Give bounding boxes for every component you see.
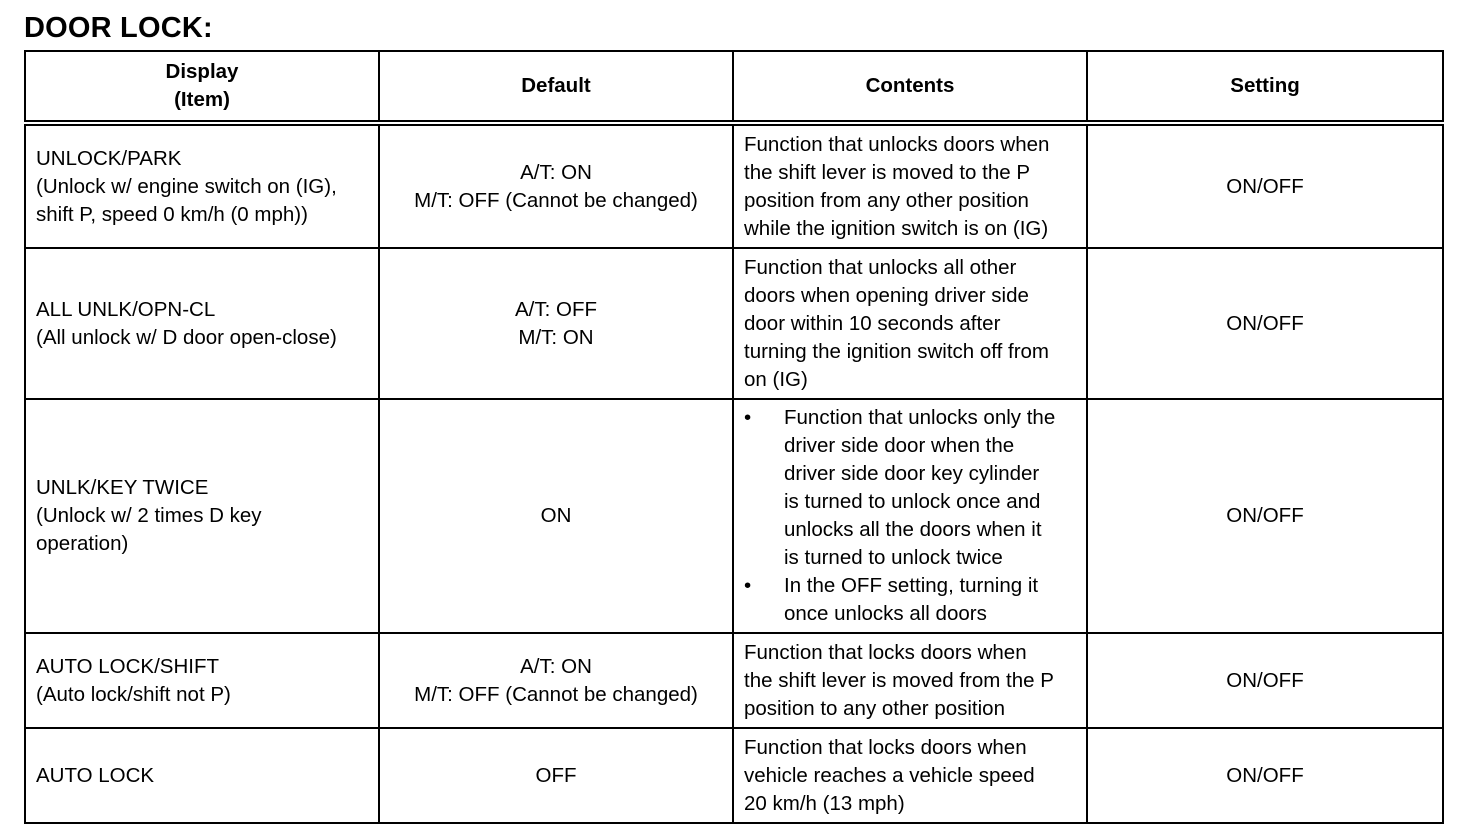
contents-text: In the OFF setting, turning it <box>784 574 1039 597</box>
header-item-label: (Item) <box>174 88 230 111</box>
list-item <box>744 404 1076 572</box>
item-description: (All unlock w/ D door open-close) <box>36 325 337 349</box>
contents-text: position to any other position <box>744 696 1005 720</box>
item-cell <box>25 633 379 728</box>
contents-text: driver side door key cylinder <box>784 462 1040 485</box>
item-description: shift P, speed 0 km/h (0 mph)) <box>36 202 308 226</box>
contents-text: is turned to unlock once and <box>784 490 1041 513</box>
contents-text: vehicle reaches a vehicle speed <box>744 763 1035 787</box>
item-name: UNLK/KEY TWICE <box>36 476 209 499</box>
contents-text: Function that locks doors when <box>744 735 1027 759</box>
door-lock-table <box>24 50 1444 824</box>
default-value: ON <box>540 504 572 527</box>
bullet-icon: • <box>744 406 752 429</box>
header-setting: Setting <box>1087 51 1443 123</box>
contents-text: Function that unlocks only the <box>784 406 1056 429</box>
contents-text: while the ignition switch is on (IG) <box>744 216 1049 240</box>
item-cell <box>25 399 379 633</box>
list-item <box>744 572 1076 628</box>
contents-text: on (IG) <box>744 367 808 391</box>
header-display-label: Display <box>165 60 239 83</box>
contents-text: Function that unlocks all other <box>744 255 1017 279</box>
default-value: M/T: OFF (Cannot be changed) <box>414 682 698 706</box>
table-row <box>25 728 1443 823</box>
contents-cell <box>733 399 1087 633</box>
item-description: (Auto lock/shift not P) <box>36 682 231 706</box>
contents-text: the shift lever is moved from the P <box>744 668 1054 692</box>
default-value: A/T: ON <box>520 160 592 184</box>
bullet-icon: • <box>744 574 752 597</box>
header-display-item <box>25 51 379 123</box>
contents-text: once unlocks all doors <box>784 602 987 625</box>
default-value: A/T: OFF <box>515 297 597 321</box>
contents-cell <box>733 728 1087 823</box>
item-name: AUTO LOCK <box>36 763 155 787</box>
table-row <box>25 633 1443 728</box>
item-description: (Unlock w/ 2 times D key <box>36 504 262 527</box>
contents-text: is turned to unlock twice <box>784 546 1003 569</box>
contents-text: 20 km/h (13 mph) <box>744 791 905 815</box>
default-value: OFF <box>535 763 577 787</box>
item-cell <box>25 248 379 399</box>
contents-text: the shift lever is moved to the P <box>744 160 1030 184</box>
item-cell <box>25 728 379 823</box>
item-description: operation) <box>36 532 129 555</box>
contents-text: unlocks all the doors when it <box>784 518 1042 541</box>
contents-bullet-list <box>744 404 1076 628</box>
setting-cell: ON/OFF <box>1087 728 1443 823</box>
default-cell <box>379 399 733 633</box>
item-name: ALL UNLK/OPN-CL <box>36 297 216 321</box>
default-cell <box>379 123 733 248</box>
default-value: M/T: ON <box>518 325 594 349</box>
default-value: A/T: ON <box>520 654 592 678</box>
item-description: (Unlock w/ engine switch on (IG), <box>36 174 337 198</box>
contents-text: driver side door when the <box>784 434 1015 457</box>
contents-cell <box>733 633 1087 728</box>
contents-cell <box>733 123 1087 248</box>
table-row <box>25 248 1443 399</box>
table-row <box>25 123 1443 248</box>
header-default: Default <box>379 51 733 123</box>
page-title: DOOR LOCK: <box>24 12 213 44</box>
setting-cell: ON/OFF <box>1087 399 1443 633</box>
setting-cell: ON/OFF <box>1087 248 1443 399</box>
table-row <box>25 399 1443 633</box>
item-cell <box>25 123 379 248</box>
setting-cell: ON/OFF <box>1087 633 1443 728</box>
item-name: UNLOCK/PARK <box>36 146 182 170</box>
contents-text: door within 10 seconds after <box>744 311 1001 335</box>
setting-cell: ON/OFF <box>1087 123 1443 248</box>
default-cell <box>379 248 733 399</box>
contents-text: Function that locks doors when <box>744 640 1027 664</box>
item-name: AUTO LOCK/SHIFT <box>36 654 220 678</box>
default-value: M/T: OFF (Cannot be changed) <box>414 188 698 212</box>
contents-text: Function that unlocks doors when <box>744 132 1050 156</box>
contents-text: doors when opening driver side <box>744 283 1029 307</box>
contents-text: turning the ignition switch off from <box>744 339 1049 363</box>
contents-cell <box>733 248 1087 399</box>
header-contents: Contents <box>733 51 1087 123</box>
default-cell <box>379 633 733 728</box>
default-cell <box>379 728 733 823</box>
table-header-row <box>25 51 1443 123</box>
contents-text: position from any other position <box>744 188 1029 212</box>
